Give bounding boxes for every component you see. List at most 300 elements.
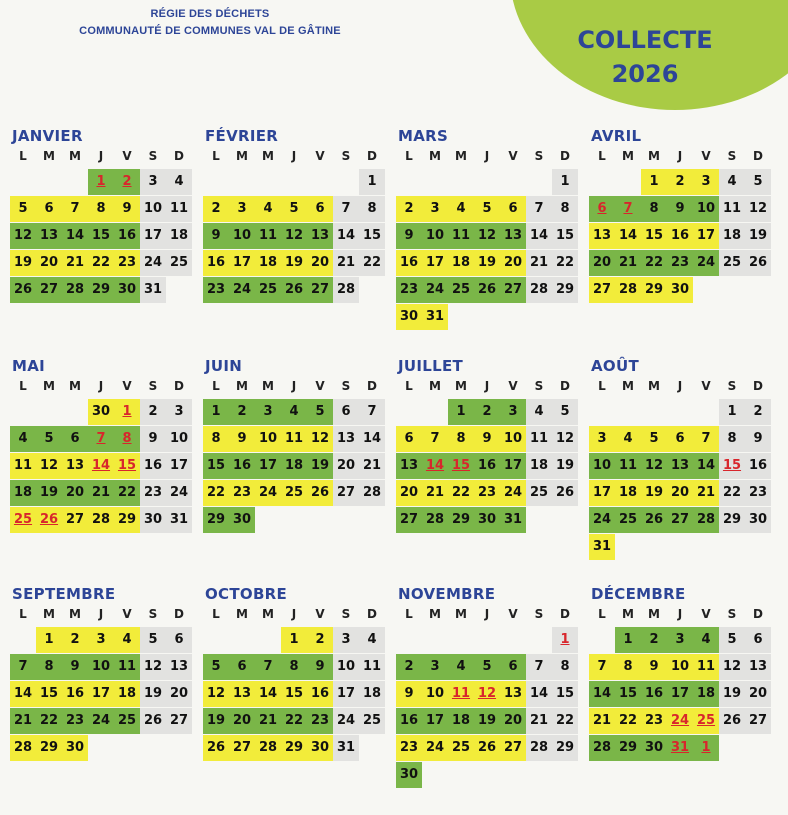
- day-cell: 11: [448, 681, 474, 707]
- day-cell: 2: [745, 399, 771, 425]
- day-cell: 28: [62, 277, 88, 303]
- day-cell: 5: [281, 196, 307, 222]
- day-cell: 26: [641, 507, 667, 533]
- day-cell: 13: [745, 654, 771, 680]
- day-cell: 28: [615, 277, 641, 303]
- day-cell: 13: [229, 681, 255, 707]
- day-cell: 12: [552, 426, 578, 452]
- day-cell: 23: [229, 480, 255, 506]
- day-cell: 15: [281, 681, 307, 707]
- day-cell: 15: [615, 681, 641, 707]
- day-cell: 3: [422, 654, 448, 680]
- day-cell: 6: [745, 627, 771, 653]
- weekday-label: D: [174, 379, 184, 393]
- day-cell: 25: [526, 480, 552, 506]
- day-cell: 4: [166, 169, 192, 195]
- day-cell: 20: [667, 480, 693, 506]
- month-name: MARS: [398, 127, 449, 145]
- day-cell: 17: [255, 453, 281, 479]
- day-cell: 9: [667, 196, 693, 222]
- day-cell: 1: [552, 627, 578, 653]
- day-cell: 24: [422, 735, 448, 761]
- day-cell: 21: [526, 250, 552, 276]
- day-cell: 11: [114, 654, 140, 680]
- day-cell: 10: [500, 426, 526, 452]
- day-cell: 14: [255, 681, 281, 707]
- day-cell: 3: [140, 169, 166, 195]
- weekday-label: M: [429, 607, 441, 621]
- day-cell: 17: [589, 480, 615, 506]
- day-cell: 24: [88, 708, 114, 734]
- day-cell: 3: [229, 196, 255, 222]
- weekday-label: J: [98, 607, 104, 621]
- day-cell: 26: [36, 507, 62, 533]
- weekday-label: L: [598, 607, 606, 621]
- weekday-label: M: [622, 607, 634, 621]
- day-cell: 9: [641, 654, 667, 680]
- day-cell: 24: [255, 480, 281, 506]
- day-cell: 24: [422, 277, 448, 303]
- day-cell: 14: [693, 453, 719, 479]
- day-cell: 6: [166, 627, 192, 653]
- day-cell: 9: [745, 426, 771, 452]
- day-cell: 29: [88, 277, 114, 303]
- day-cell: 1: [88, 169, 114, 195]
- day-cell: 25: [10, 507, 36, 533]
- weekday-label: L: [19, 379, 27, 393]
- day-cell: 15: [36, 681, 62, 707]
- weekday-label: M: [69, 607, 81, 621]
- day-cell: 19: [474, 250, 500, 276]
- day-cell: 2: [140, 399, 166, 425]
- day-cell: 8: [36, 654, 62, 680]
- day-cell: 22: [641, 250, 667, 276]
- weekday-label: M: [262, 607, 274, 621]
- weekday-label: J: [98, 149, 104, 163]
- day-cell: 4: [448, 654, 474, 680]
- day-cell: 11: [10, 453, 36, 479]
- day-cell: 3: [589, 426, 615, 452]
- weekday-label: M: [236, 149, 248, 163]
- day-cell: 20: [500, 250, 526, 276]
- day-cell: 5: [745, 169, 771, 195]
- day-cell: 9: [396, 681, 422, 707]
- weekday-label: L: [212, 379, 220, 393]
- day-cell: 9: [474, 426, 500, 452]
- day-cell: 30: [474, 507, 500, 533]
- day-cell: 26: [281, 277, 307, 303]
- day-cell: 10: [693, 196, 719, 222]
- weekday-label: J: [677, 149, 683, 163]
- day-cell: 5: [10, 196, 36, 222]
- organization-community: COMMUNAUTÉ DE COMMUNES VAL DE GÂTINE: [79, 25, 341, 37]
- day-cell: 8: [359, 196, 385, 222]
- weekday-label: S: [534, 149, 544, 163]
- day-cell: 14: [526, 223, 552, 249]
- day-cell: 16: [745, 453, 771, 479]
- day-cell: 10: [88, 654, 114, 680]
- day-cell: 12: [474, 223, 500, 249]
- month-6: [203, 357, 393, 587]
- day-cell: 7: [693, 426, 719, 452]
- day-cell: 11: [255, 223, 281, 249]
- day-cell: 12: [140, 654, 166, 680]
- day-cell: 25: [359, 708, 385, 734]
- weekday-label: D: [753, 149, 763, 163]
- badge-year: 2026: [611, 60, 679, 88]
- day-cell: 13: [36, 223, 62, 249]
- day-cell: 25: [255, 277, 281, 303]
- day-cell: 19: [552, 453, 578, 479]
- day-cell: 10: [229, 223, 255, 249]
- day-cell: 27: [500, 277, 526, 303]
- day-cell: 6: [333, 399, 359, 425]
- day-cell: 6: [62, 426, 88, 452]
- weekday-label: L: [212, 607, 220, 621]
- day-cell: 13: [166, 654, 192, 680]
- day-cell: 18: [615, 480, 641, 506]
- weekday-label: S: [727, 149, 737, 163]
- weekday-label: V: [315, 379, 325, 393]
- day-cell: 29: [281, 735, 307, 761]
- day-cell: 30: [88, 399, 114, 425]
- day-cell: 30: [140, 507, 166, 533]
- day-cell: 9: [140, 426, 166, 452]
- badge-title: COLLECTE: [577, 26, 713, 54]
- weekday-label: L: [405, 607, 413, 621]
- day-cell: 25: [719, 250, 745, 276]
- month-name: AVRIL: [591, 127, 642, 145]
- day-cell: 29: [615, 735, 641, 761]
- day-cell: 29: [641, 277, 667, 303]
- day-cell: 23: [641, 708, 667, 734]
- day-cell: 24: [229, 277, 255, 303]
- day-cell: 19: [719, 681, 745, 707]
- day-cell: 2: [307, 627, 333, 653]
- day-cell: 29: [203, 507, 229, 533]
- day-cell: 28: [255, 735, 281, 761]
- day-cell: 27: [745, 708, 771, 734]
- day-cell: 4: [448, 196, 474, 222]
- day-cell: 15: [203, 453, 229, 479]
- day-cell: 20: [500, 708, 526, 734]
- weekday-label: D: [560, 607, 570, 621]
- day-cell: 18: [281, 453, 307, 479]
- day-cell: 3: [667, 627, 693, 653]
- weekday-label: D: [753, 607, 763, 621]
- day-cell: 16: [203, 250, 229, 276]
- weekday-label: S: [341, 149, 351, 163]
- day-cell: 4: [693, 627, 719, 653]
- day-cell: 7: [62, 196, 88, 222]
- day-cell: 11: [281, 426, 307, 452]
- day-cell: 11: [526, 426, 552, 452]
- weekday-label: S: [727, 607, 737, 621]
- month-name: DÉCEMBRE: [591, 585, 686, 603]
- day-cell: 15: [88, 223, 114, 249]
- day-cell: 5: [719, 627, 745, 653]
- day-cell: 14: [526, 681, 552, 707]
- weekday-label: D: [367, 149, 377, 163]
- day-cell: 27: [396, 507, 422, 533]
- day-cell: 28: [88, 507, 114, 533]
- day-cell: 4: [10, 426, 36, 452]
- day-cell: 23: [745, 480, 771, 506]
- day-cell: 17: [333, 681, 359, 707]
- day-cell: 22: [114, 480, 140, 506]
- day-cell: 25: [166, 250, 192, 276]
- day-cell: 26: [140, 708, 166, 734]
- day-cell: 1: [448, 399, 474, 425]
- day-cell: 28: [333, 277, 359, 303]
- month-8: [589, 357, 779, 587]
- day-cell: 16: [641, 681, 667, 707]
- day-cell: 2: [229, 399, 255, 425]
- month-name: SEPTEMBRE: [12, 585, 116, 603]
- weekday-label: S: [534, 607, 544, 621]
- day-cell: 3: [255, 399, 281, 425]
- weekday-label: M: [455, 607, 467, 621]
- day-cell: 16: [114, 223, 140, 249]
- day-cell: 27: [589, 277, 615, 303]
- month-name: JANVIER: [12, 127, 83, 145]
- day-cell: 21: [62, 250, 88, 276]
- day-cell: 15: [359, 223, 385, 249]
- day-cell: 2: [396, 654, 422, 680]
- day-cell: 19: [745, 223, 771, 249]
- day-cell: 26: [552, 480, 578, 506]
- day-cell: 18: [448, 708, 474, 734]
- day-cell: 21: [88, 480, 114, 506]
- day-cell: 31: [422, 304, 448, 330]
- day-cell: 27: [166, 708, 192, 734]
- weekday-label: L: [405, 149, 413, 163]
- day-cell: 14: [589, 681, 615, 707]
- day-cell: 2: [114, 169, 140, 195]
- day-cell: 6: [667, 426, 693, 452]
- day-cell: 25: [693, 708, 719, 734]
- day-cell: 14: [615, 223, 641, 249]
- day-cell: 8: [88, 196, 114, 222]
- day-cell: 1: [615, 627, 641, 653]
- weekday-label: S: [148, 607, 158, 621]
- day-cell: 26: [203, 735, 229, 761]
- day-cell: 13: [589, 223, 615, 249]
- day-cell: 22: [552, 708, 578, 734]
- day-cell: 3: [693, 169, 719, 195]
- day-cell: 26: [745, 250, 771, 276]
- month-name: FÉVRIER: [205, 127, 279, 145]
- weekday-label: V: [701, 149, 711, 163]
- month-10: [203, 585, 393, 815]
- weekday-label: S: [341, 607, 351, 621]
- month-3: [396, 127, 586, 357]
- day-cell: 19: [140, 681, 166, 707]
- day-cell: 11: [448, 223, 474, 249]
- day-cell: 27: [667, 507, 693, 533]
- day-cell: 21: [255, 708, 281, 734]
- day-cell: 3: [88, 627, 114, 653]
- day-cell: 23: [307, 708, 333, 734]
- day-cell: 22: [88, 250, 114, 276]
- month-11: [396, 585, 586, 815]
- day-cell: 11: [359, 654, 385, 680]
- day-cell: 14: [88, 453, 114, 479]
- day-cell: 8: [448, 426, 474, 452]
- day-cell: 30: [667, 277, 693, 303]
- day-cell: 18: [255, 250, 281, 276]
- day-cell: 1: [693, 735, 719, 761]
- weekday-label: D: [174, 149, 184, 163]
- weekday-label: M: [622, 379, 634, 393]
- day-cell: 18: [166, 223, 192, 249]
- day-cell: 29: [552, 277, 578, 303]
- weekday-label: V: [701, 379, 711, 393]
- day-cell: 26: [307, 480, 333, 506]
- day-cell: 17: [229, 250, 255, 276]
- weekday-label: V: [122, 379, 132, 393]
- weekday-label: J: [677, 379, 683, 393]
- month-name: AOÛT: [591, 357, 639, 375]
- organization-name: RÉGIE DES DÉCHETS: [150, 8, 270, 20]
- day-cell: 4: [255, 196, 281, 222]
- day-cell: 2: [203, 196, 229, 222]
- day-cell: 16: [62, 681, 88, 707]
- day-cell: 30: [745, 507, 771, 533]
- day-cell: 30: [307, 735, 333, 761]
- weekday-label: J: [291, 379, 297, 393]
- day-cell: 7: [88, 426, 114, 452]
- day-cell: 19: [203, 708, 229, 734]
- weekday-label: M: [69, 379, 81, 393]
- day-cell: 26: [474, 735, 500, 761]
- day-cell: 21: [359, 453, 385, 479]
- day-cell: 24: [166, 480, 192, 506]
- day-cell: 25: [448, 277, 474, 303]
- day-cell: 8: [203, 426, 229, 452]
- day-cell: 24: [693, 250, 719, 276]
- day-cell: 2: [474, 399, 500, 425]
- weekday-label: M: [262, 149, 274, 163]
- day-cell: 13: [307, 223, 333, 249]
- day-cell: 14: [359, 426, 385, 452]
- day-cell: 1: [114, 399, 140, 425]
- day-cell: 30: [641, 735, 667, 761]
- day-cell: 5: [140, 627, 166, 653]
- day-cell: 31: [333, 735, 359, 761]
- day-cell: 20: [229, 708, 255, 734]
- weekday-label: J: [677, 607, 683, 621]
- day-cell: 23: [474, 480, 500, 506]
- day-cell: 3: [166, 399, 192, 425]
- day-cell: 23: [140, 480, 166, 506]
- day-cell: 13: [333, 426, 359, 452]
- day-cell: 19: [641, 480, 667, 506]
- day-cell: 17: [88, 681, 114, 707]
- day-cell: 23: [114, 250, 140, 276]
- weekday-label: M: [622, 149, 634, 163]
- day-cell: 9: [114, 196, 140, 222]
- day-cell: 18: [719, 223, 745, 249]
- day-cell: 20: [589, 250, 615, 276]
- day-cell: 5: [552, 399, 578, 425]
- day-cell: 15: [448, 453, 474, 479]
- day-cell: 11: [693, 654, 719, 680]
- day-cell: 26: [719, 708, 745, 734]
- day-cell: 10: [166, 426, 192, 452]
- day-cell: 8: [552, 196, 578, 222]
- day-cell: 5: [474, 654, 500, 680]
- day-cell: 19: [10, 250, 36, 276]
- day-cell: 12: [203, 681, 229, 707]
- day-cell: 31: [500, 507, 526, 533]
- day-cell: 22: [615, 708, 641, 734]
- day-cell: 18: [448, 250, 474, 276]
- weekday-label: V: [508, 607, 518, 621]
- day-cell: 7: [333, 196, 359, 222]
- day-cell: 4: [114, 627, 140, 653]
- day-cell: 4: [719, 169, 745, 195]
- day-cell: 21: [526, 708, 552, 734]
- weekday-label: S: [148, 149, 158, 163]
- weekday-label: S: [534, 379, 544, 393]
- day-cell: 30: [114, 277, 140, 303]
- day-cell: 11: [719, 196, 745, 222]
- day-cell: 26: [10, 277, 36, 303]
- day-cell: 3: [422, 196, 448, 222]
- day-cell: 5: [474, 196, 500, 222]
- weekday-label: L: [598, 379, 606, 393]
- day-cell: 29: [36, 735, 62, 761]
- day-cell: 15: [719, 453, 745, 479]
- day-cell: 18: [526, 453, 552, 479]
- day-cell: 7: [10, 654, 36, 680]
- day-cell: 22: [203, 480, 229, 506]
- day-cell: 18: [114, 681, 140, 707]
- day-cell: 4: [281, 399, 307, 425]
- day-cell: 26: [474, 277, 500, 303]
- day-cell: 8: [641, 196, 667, 222]
- day-cell: 5: [307, 399, 333, 425]
- weekday-label: V: [315, 607, 325, 621]
- day-cell: 17: [500, 453, 526, 479]
- day-cell: 24: [500, 480, 526, 506]
- day-cell: 10: [140, 196, 166, 222]
- day-cell: 27: [333, 480, 359, 506]
- day-cell: 3: [333, 627, 359, 653]
- day-cell: 24: [140, 250, 166, 276]
- day-cell: 16: [474, 453, 500, 479]
- weekday-label: L: [19, 607, 27, 621]
- day-cell: 1: [552, 169, 578, 195]
- day-cell: 25: [114, 708, 140, 734]
- weekday-label: J: [291, 149, 297, 163]
- weekday-label: M: [429, 149, 441, 163]
- day-cell: 13: [667, 453, 693, 479]
- weekday-label: M: [648, 379, 660, 393]
- weekday-label: M: [262, 379, 274, 393]
- day-cell: 27: [229, 735, 255, 761]
- day-cell: 15: [552, 223, 578, 249]
- day-cell: 30: [229, 507, 255, 533]
- day-cell: 6: [500, 196, 526, 222]
- day-cell: 12: [36, 453, 62, 479]
- day-cell: 30: [396, 762, 422, 788]
- month-7: [396, 357, 586, 587]
- weekday-label: V: [315, 149, 325, 163]
- month-2: [203, 127, 393, 357]
- day-cell: 8: [719, 426, 745, 452]
